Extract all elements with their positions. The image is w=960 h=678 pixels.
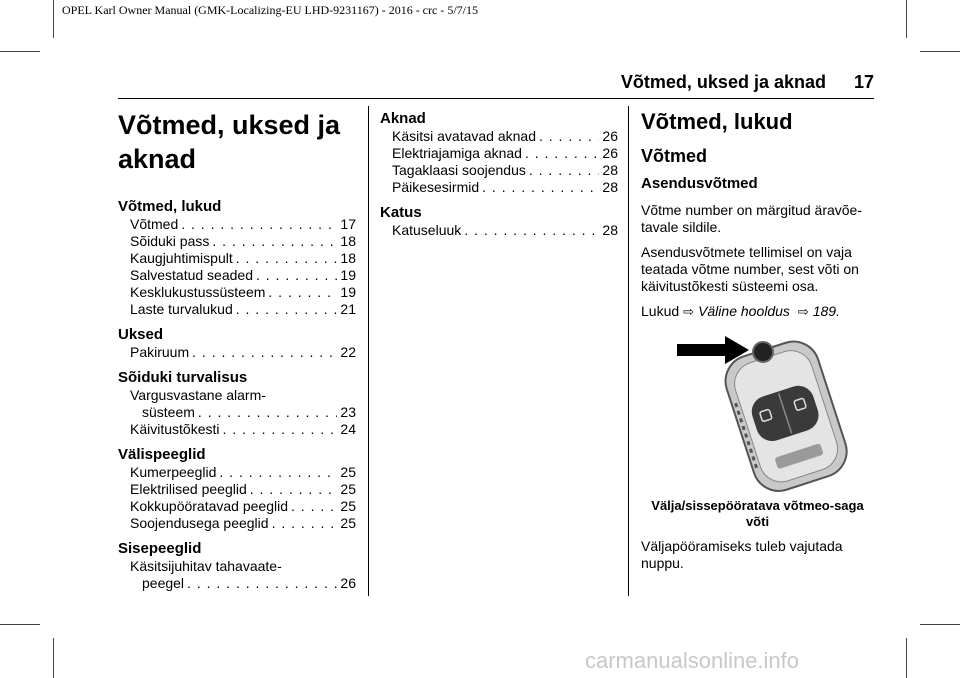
crop-mark: [906, 0, 907, 38]
toc-entry[interactable]: [380, 222, 618, 239]
toc-leader-dots: [268, 284, 337, 301]
toc-entry[interactable]: [380, 162, 618, 179]
toc-leader-dots: [198, 404, 338, 421]
crop-mark: [0, 51, 40, 52]
crop-mark: [0, 624, 40, 625]
toc-leader-dots: [219, 464, 337, 481]
toc-entry-page: 28: [602, 222, 618, 238]
toc-entry-page: 26: [602, 128, 618, 144]
toc-entry-label: Tagaklaasi soojendus: [392, 162, 526, 178]
toc-leader-dots: [482, 179, 599, 196]
crop-mark: [906, 638, 907, 678]
key-illustration: [671, 330, 871, 498]
toc-column-2: [380, 110, 618, 247]
toc-entries: [118, 387, 356, 438]
section-heading: Võtmed, lukud: [641, 109, 793, 134]
paragraph: Võtme number on märgitud äravõe-tavale sildile.: [641, 202, 862, 235]
column-divider: [628, 106, 629, 596]
toc-entry[interactable]: [118, 404, 356, 421]
toc-leader-dots: [236, 250, 338, 267]
toc-entries: [380, 222, 618, 239]
toc-entry-label: Käivitustõkesti: [130, 421, 220, 437]
toc-leader-dots: [212, 233, 337, 250]
toc-leader-dots: [529, 162, 600, 179]
toc-leader-dots: [272, 515, 338, 532]
toc-list: [380, 110, 618, 239]
header-title: Võtmed, uksed ja aknad: [620, 72, 826, 92]
toc-leader-dots: [222, 421, 337, 438]
content-column: [641, 108, 874, 580]
toc-leader-dots: [539, 128, 599, 145]
crop-mark: [920, 624, 960, 625]
toc-entry-page: 18: [340, 250, 356, 266]
crop-mark: [53, 0, 54, 38]
toc-entry[interactable]: [118, 284, 356, 301]
toc-entry[interactable]: [118, 421, 356, 438]
toc-entry-page: 26: [602, 145, 618, 161]
toc-entry-label: Kumerpeeglid: [130, 464, 217, 480]
column-divider: [368, 106, 369, 596]
toc-entry-label: Katuseluuk: [392, 222, 462, 238]
toc-entry[interactable]: [118, 301, 356, 318]
toc-entry-label: Elektriajamiga aknad: [392, 145, 522, 161]
toc-column-1: [118, 108, 356, 600]
toc-leader-dots: [525, 145, 599, 162]
toc-entry[interactable]: [118, 575, 356, 592]
toc-entry-page: 19: [340, 284, 356, 300]
page-header: [118, 70, 874, 99]
toc-entry-label: Kokkupööratavad peeglid: [130, 498, 289, 514]
toc-entry[interactable]: [118, 250, 356, 267]
toc-entry-page: 28: [602, 162, 618, 178]
toc-section-title[interactable]: Võtmed, lukud: [118, 198, 222, 215]
reference-page: 189.: [812, 303, 840, 319]
toc-entry[interactable]: [118, 233, 356, 250]
toc-entry-label: Kesklukustussüsteem: [130, 284, 266, 300]
toc-entry-label: Kaugjuhtimispult: [130, 250, 233, 266]
toc-section-title[interactable]: Välispeeglid: [118, 446, 206, 463]
document-id: OPEL Karl Owner Manual (GMK-Localizing-EU LHD-9231167) - 2016 - crc - 5/7/15: [62, 3, 478, 17]
toc-entry[interactable]: [118, 216, 356, 233]
toc-entry-label: Päikesesirmid: [392, 179, 480, 195]
toc-entry-page: 17: [340, 216, 356, 232]
toc-entry-label: Elektrilised peeglid: [130, 481, 247, 497]
toc-entry[interactable]: [380, 128, 618, 145]
toc-entry[interactable]: [380, 179, 618, 196]
toc-entry[interactable]: [118, 481, 356, 498]
page-number: 17: [853, 72, 874, 92]
reference-arrow-icon: ⇨: [797, 304, 809, 319]
toc-leader-dots: [256, 267, 337, 284]
toc-section-title[interactable]: Sisepeeglid: [118, 540, 202, 557]
figure-caption: Välja/sissepööratava võtmeo-saga võti: [651, 498, 864, 529]
toc-entry-page: 22: [340, 344, 356, 360]
toc-entry[interactable]: [118, 464, 356, 481]
toc-leader-dots: [187, 575, 337, 592]
toc-entry[interactable]: [380, 145, 618, 162]
toc-section-title[interactable]: Uksed: [118, 326, 164, 343]
toc-entry-page: 21: [340, 301, 356, 317]
toc-entries: [380, 128, 618, 196]
toc-entry-page: 28: [602, 179, 618, 195]
crop-mark: [53, 638, 54, 678]
toc-entry-page: 26: [340, 575, 356, 591]
toc-entry[interactable]: [118, 344, 356, 361]
toc-section-title[interactable]: Aknad: [380, 110, 426, 127]
toc-entry-page: 23: [340, 404, 356, 420]
toc-leader-dots: [464, 222, 599, 239]
toc-entry-label-line[interactable]: Käsitsijuhitav tahavaate-: [130, 558, 282, 574]
toc-section-title[interactable]: Katus: [380, 204, 422, 221]
reference-label: Lukud: [641, 303, 680, 319]
reference-arrow-icon: ⇨: [683, 304, 695, 319]
toc-entries: [118, 344, 356, 361]
toc-entry[interactable]: [118, 267, 356, 284]
toc-entry-label: Soojendusega peeglid: [130, 515, 269, 531]
crop-mark: [920, 51, 960, 52]
toc-entry-page: 18: [340, 233, 356, 249]
toc-leader-dots: [236, 301, 338, 318]
toc-entries: [118, 558, 356, 592]
toc-entry-label: Pakiruum: [130, 344, 190, 360]
subsection-heading: Võtmed: [641, 146, 708, 166]
toc-entry[interactable]: [118, 498, 356, 515]
toc-leader-dots: [250, 481, 338, 498]
toc-entry-page: 24: [340, 421, 356, 437]
paragraph: Väljapööramiseks tuleb vajutada nuppu.: [641, 538, 843, 571]
toc-entry-page: 25: [340, 515, 356, 531]
toc-leader-dots: [181, 216, 337, 233]
toc-entry-label: Laste turvalukud: [130, 301, 233, 317]
toc-entry-label: süsteem: [142, 404, 195, 420]
toc-entry-page: 25: [340, 464, 356, 480]
toc-entry-page: 25: [340, 481, 356, 497]
toc-entries: [118, 216, 356, 318]
toc-entry-label: peegel: [142, 575, 185, 591]
toc-entry-label: Salvestatud seaded: [130, 267, 253, 283]
toc-entry-label: Sõiduki pass: [130, 233, 210, 249]
subsubsection-heading: Asendusvõtmed: [641, 175, 758, 192]
paragraph: Asendusvõtmete tellimisel on vaja teatada võtme number, sest võti on käivitustõkesti süsteemi osa.: [641, 244, 859, 294]
toc-leader-dots: [291, 498, 337, 515]
watermark: carmanualsonline.info: [585, 648, 800, 673]
toc-entry-label: Käsitsi avatavad aknad: [392, 128, 536, 144]
chapter-title: Võtmed, uksed ja aknad: [118, 110, 341, 174]
toc-list: [118, 198, 356, 592]
toc-entry-page: 25: [340, 498, 356, 514]
toc-leader-dots: [192, 344, 337, 361]
toc-entry[interactable]: [118, 515, 356, 532]
toc-entries: [118, 464, 356, 532]
toc-entry-label: Võtmed: [130, 216, 179, 232]
cross-reference: [641, 303, 874, 320]
reference-link[interactable]: Väline hooldus: [698, 303, 790, 319]
release-button: [753, 342, 773, 362]
toc-entry-page: 19: [340, 267, 356, 283]
toc-entry-label-line[interactable]: Vargusvastane alarm-: [130, 387, 266, 403]
toc-section-title[interactable]: Sõiduki turvalisus: [118, 369, 248, 386]
